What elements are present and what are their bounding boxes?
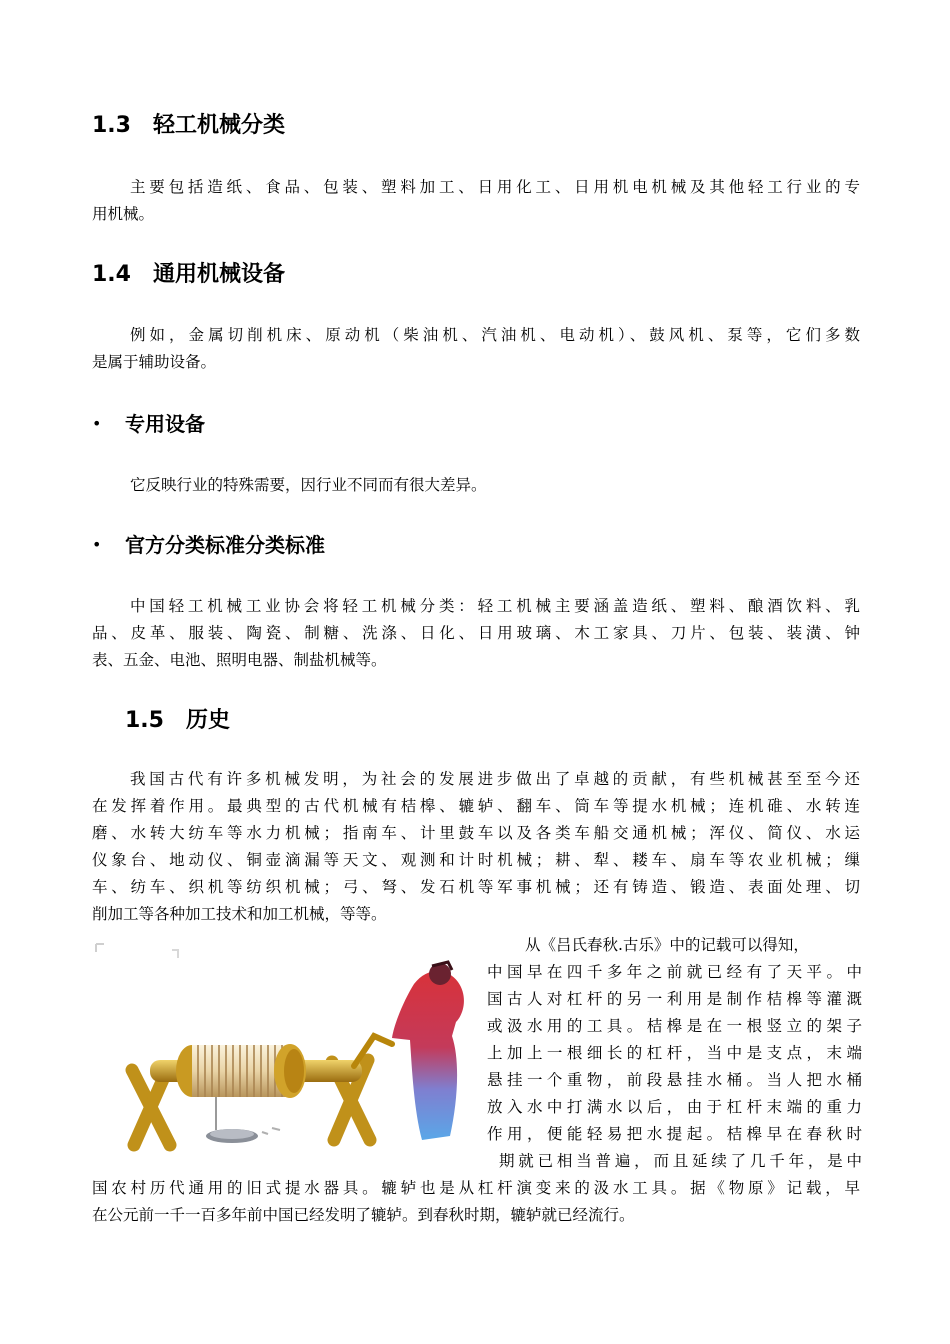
paragraph-line: 削加工等各种加工技术和加工机械，等等。 bbox=[92, 905, 387, 923]
section-title: 历史 bbox=[185, 708, 230, 733]
bullet-icon: • bbox=[92, 414, 102, 433]
paragraph-line: 主要包括造纸、食品、包装、塑料加工、日用化工、日用机电机械及其他轻工行业的专 bbox=[130, 178, 860, 196]
paragraph-line: 放入水中打满水以后，由于杠杆末端的重力 bbox=[487, 1098, 862, 1116]
section-heading-1-3 bbox=[92, 112, 285, 140]
paragraph-line: 在发挥着作用。最典型的古代机械有桔槔、辘轳、翻车、筒车等提水机械；连机碓、水转连 bbox=[92, 797, 860, 815]
windlass-drawing bbox=[92, 940, 476, 1162]
paragraph-line: 期就已相当普遍，而且延续了几千年，是中 bbox=[499, 1152, 862, 1170]
paragraph-line: 或汲水用的工具。桔槔是在一根竖立的架子 bbox=[487, 1017, 862, 1035]
paragraph-line: 悬挂一个重物，前段悬挂水桶。当人把水桶 bbox=[487, 1071, 862, 1089]
paragraph-line: 我国古代有许多机械发明，为社会的发展进步做出了卓越的贡献，有些机械甚至至今还 bbox=[130, 770, 860, 788]
paragraph-special-equipment bbox=[92, 472, 860, 499]
section-title: 轻工机械分类 bbox=[152, 113, 285, 138]
section-number: 1.3 bbox=[92, 113, 131, 138]
paragraph-history bbox=[92, 766, 860, 928]
paragraph-line: 是属于辅助设备。 bbox=[92, 353, 217, 371]
paragraph-line: 中国早在四千多年之前就已经有了天平。中 bbox=[487, 963, 862, 981]
paragraph-1-4 bbox=[92, 322, 860, 376]
windlass-illustration bbox=[92, 940, 476, 1162]
paragraph-line: 在公元前一千一百多年前中国已经发明了辘轳。到春秋时期，辘轳就已经流行。 bbox=[92, 1206, 635, 1224]
paragraph-line: 车、纺车、织机等纺织机械；弓、弩、发石机等军事机械；还有铸造、锻造、表面处理、切 bbox=[92, 878, 860, 896]
paragraph-line: 国古人对杠杆的另一利用是制作桔槔等灌溉 bbox=[487, 990, 862, 1008]
paragraph-line: 它反映行业的特殊需要，因行业不同而有很大差异。 bbox=[130, 476, 487, 494]
paragraph-line: 磨、水转大纺车等水力机械；指南车、计里鼓车以及各类车船交通机械；浑仪、简仪、水运 bbox=[92, 824, 860, 842]
paragraph-line: 例如，金属切削机床、原动机（柴油机、汽油机、电动机）、鼓风机、泵等，它们多数 bbox=[130, 326, 860, 344]
paragraph-line: 国农村历代通用的旧式提水器具。辘轳也是从杠杆演变来的汲水工具。据《物原》记载，早 bbox=[92, 1179, 860, 1197]
section-heading-1-4 bbox=[92, 261, 285, 289]
paragraph-line: 表、五金、电池、照明电器、制盐机械等。 bbox=[92, 651, 387, 669]
paragraph-line: 从《吕氏春秋.古乐》中的记载可以得知， bbox=[525, 936, 809, 954]
section-number: 1.5 bbox=[125, 708, 164, 733]
paragraph-line: 中国轻工机械工业协会将轻工机械分类：轻工机械主要涵盖造纸、塑料、酿酒饮料、乳 bbox=[130, 597, 860, 615]
bullet-heading-special-equipment: 专用设备 bbox=[125, 412, 205, 436]
bullet-heading-official-standard: 官方分类标准分类标准 bbox=[125, 533, 325, 557]
paragraph-line: 用机械。 bbox=[92, 205, 155, 223]
paragraph-wrap bbox=[487, 932, 862, 1175]
paragraph-official-standard bbox=[92, 593, 860, 674]
paragraph-1-3 bbox=[92, 174, 860, 228]
paragraph-tail bbox=[92, 1175, 860, 1229]
bullet-icon: • bbox=[92, 535, 102, 554]
paragraph-line: 仪象台、地动仪、铜壶滴漏等天文、观测和计时机械；耕、犁、耧车、扇车等农业机械；缫 bbox=[92, 851, 860, 869]
section-title: 通用机械设备 bbox=[152, 262, 285, 287]
section-heading-1-5 bbox=[125, 707, 230, 735]
paragraph-line: 品、皮革、服装、陶瓷、制糖、洗涤、日化、日用玻璃、木工家具、刀片、包装、装潢、钟 bbox=[92, 624, 860, 642]
section-number: 1.4 bbox=[92, 262, 131, 287]
paragraph-line: 作用，便能轻易把水提起。桔槔早在春秋时 bbox=[487, 1125, 862, 1143]
paragraph-line: 上加上一根细长的杠杆，当中是支点，末端 bbox=[487, 1044, 862, 1062]
